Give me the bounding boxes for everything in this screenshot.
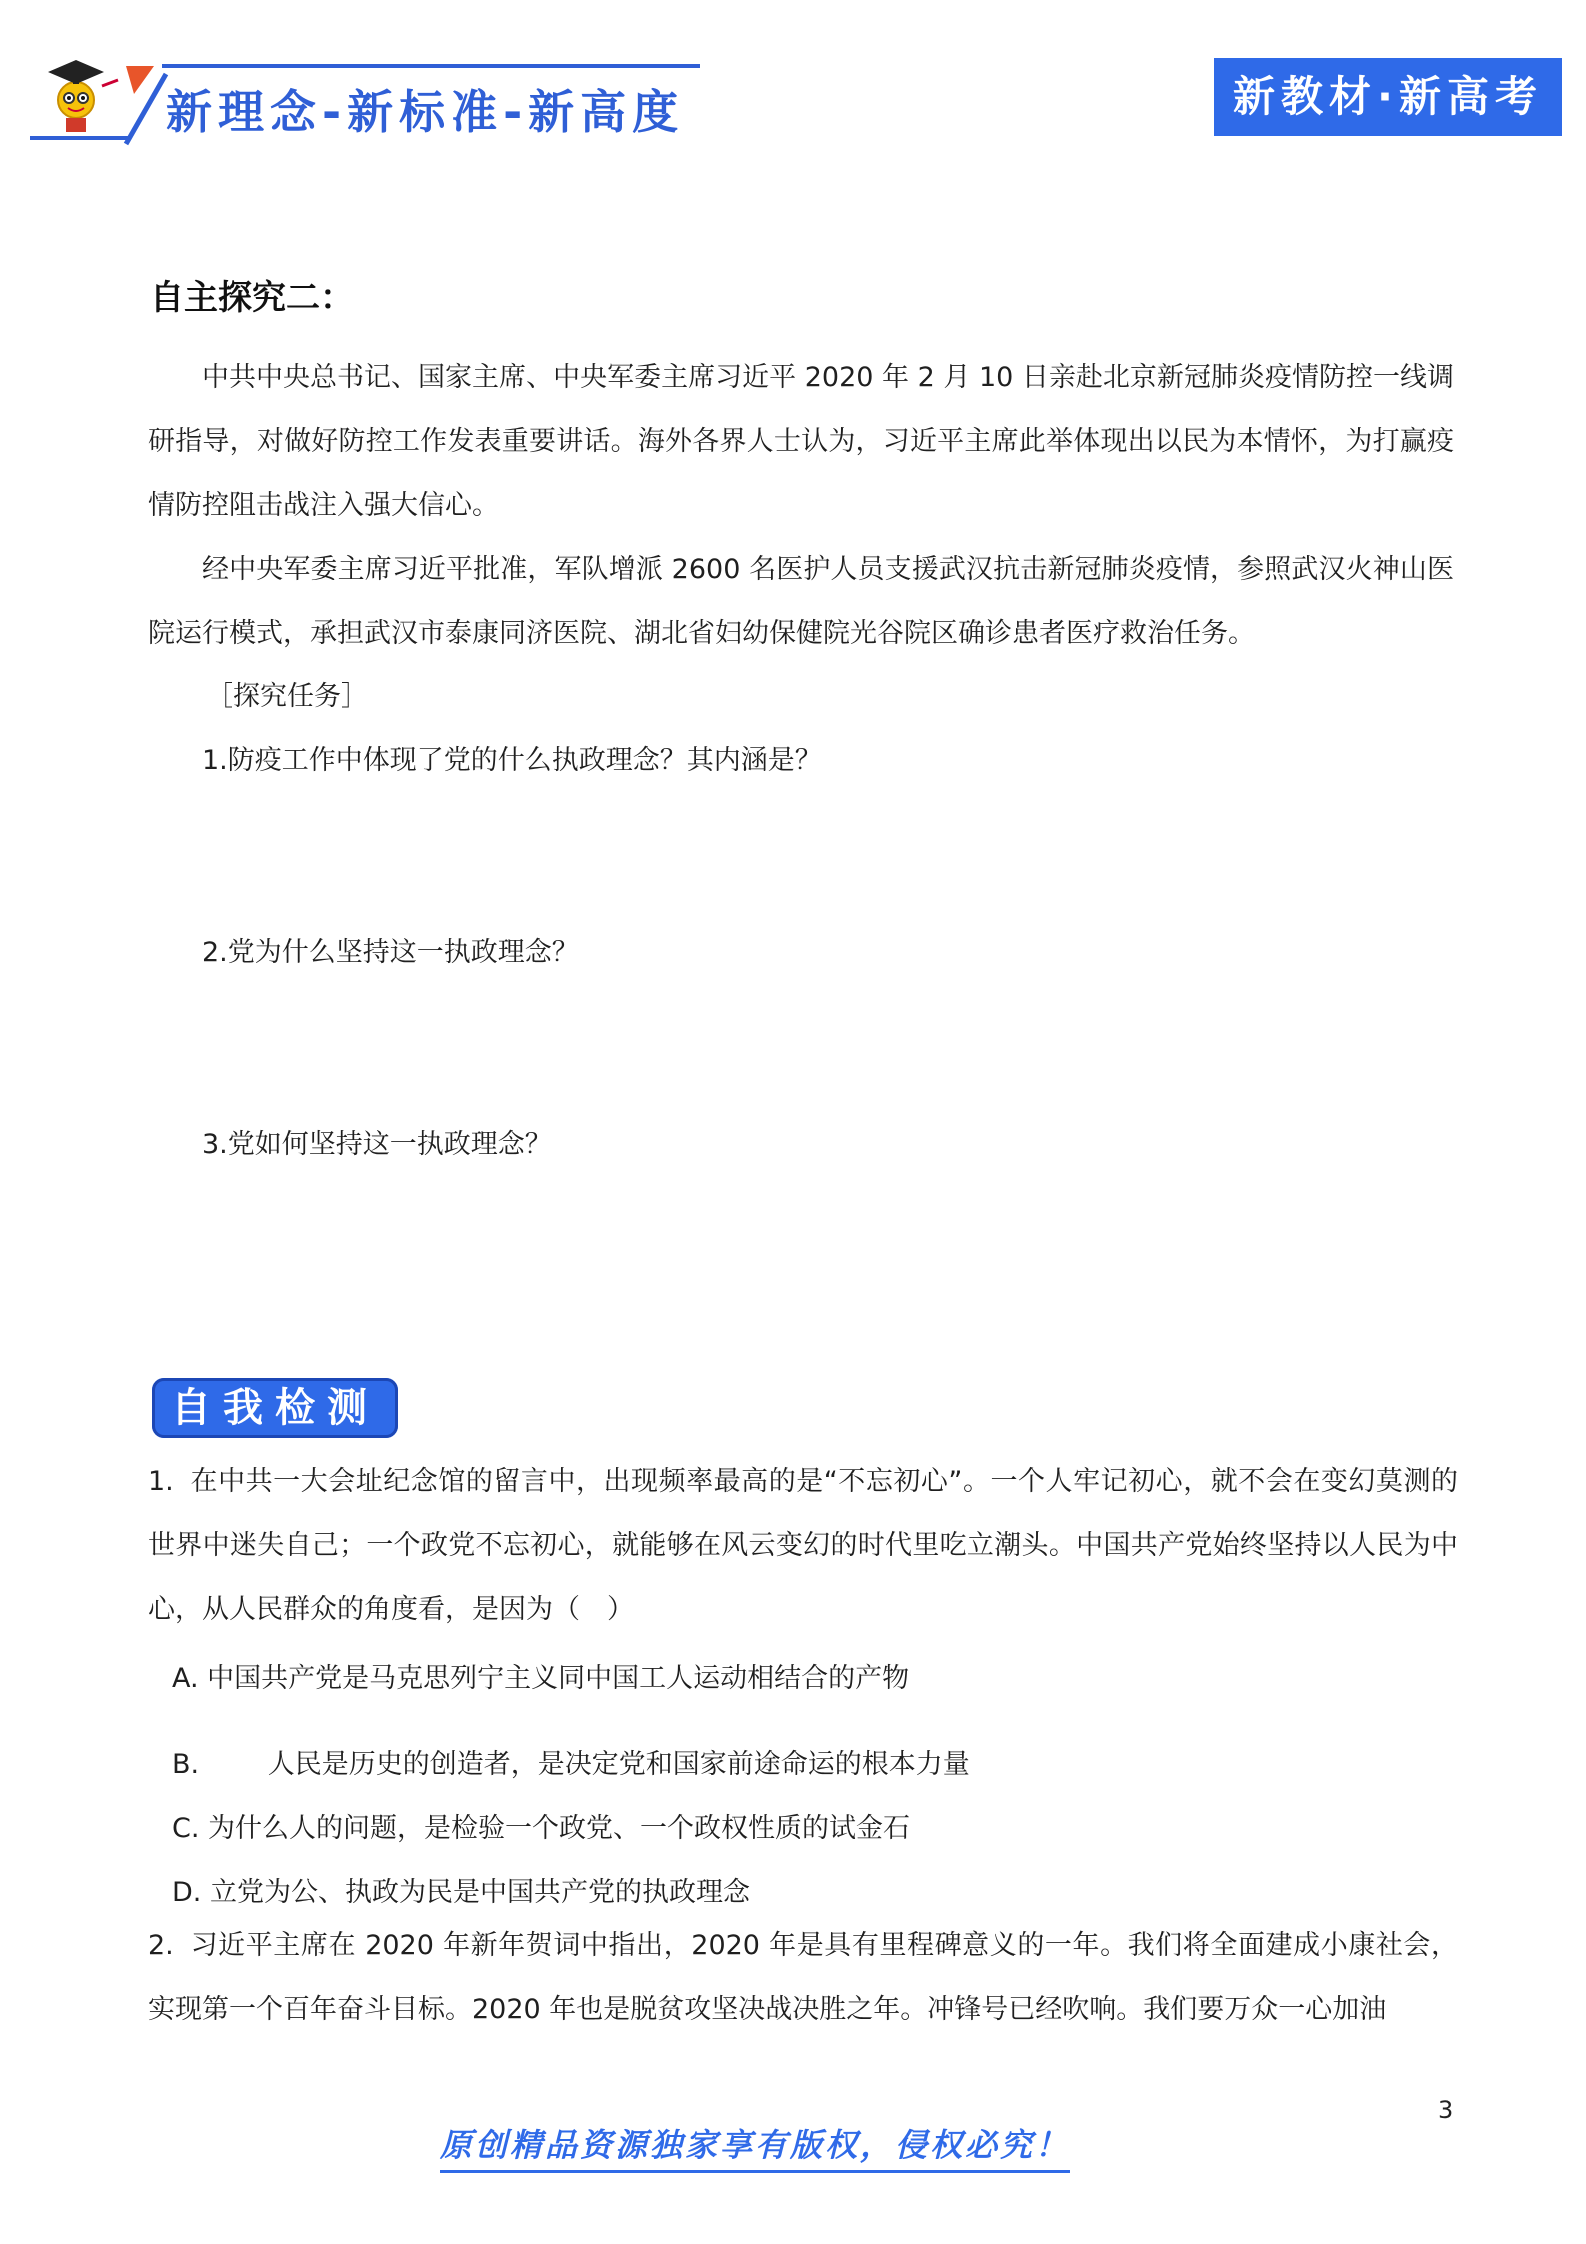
page-number: 3	[1438, 2096, 1454, 2124]
question-2-number: 2.	[148, 1930, 174, 1961]
footer-copyright: 原创精品资源独家享有版权，侵权必究！	[440, 2120, 1070, 2173]
option-b: B. 人民是历史的创造者，是决定党和国家前途命运的根本力量	[172, 1749, 970, 1780]
question-1-text: 在中共一大会址纪念馆的留言中，出现频率最高的是“不忘初心”。一个人牢记初心，就不会在变幻莫测的世界中迷失自己；一个政党不忘初心，就能够在风云变幻的时代里吃立潮头。中国共产党始终坚持以人民为中心，从人民群众的角度看，是因为（ ）	[148, 1466, 1458, 1625]
task-1: 1.防疫工作中体现了党的什么执政理念？其内涵是？	[202, 745, 822, 776]
option-c: C. 为什么人的问题，是检验一个政党、一个政权性质的试金石	[172, 1813, 911, 1844]
mascot-icon	[48, 60, 118, 132]
question-2	[148, 1914, 1458, 2042]
section-title: 自主探究二：	[150, 278, 354, 318]
header-slogan: 新理念-新标准-新高度	[166, 85, 685, 139]
task-2: 2.党为什么坚持这一执政理念？	[202, 937, 579, 968]
paragraph-1: 中共中央总书记、国家主席、中央军委主席习近平 2020 年 2 月 10 日亲赴北京新冠肺炎疫情防控一线调研指导，对做好防控工作发表重要讲话。海外各界人士认为，习近平主席此举体现出以民为本情怀，为打赢疫情防控阻击战注入强大信心。	[148, 362, 1454, 521]
option-d: D. 立党为公、执政为民是中国共产党的执政理念	[172, 1877, 750, 1908]
paragraph-2: 经中央军委主席习近平批准，军队增派 2600 名医护人员支援武汉抗击新冠肺炎疫情，参照武汉火神山医院运行模式，承担武汉市泰康同济医院、湖北省妇幼保健院光谷院区确诊患者医疗救治任务。	[148, 554, 1454, 649]
option-a: A. 中国共产党是马克思列宁主义同中国工人运动相结合的产物	[172, 1663, 910, 1694]
question-1-number: 1.	[148, 1466, 174, 1497]
header-brand-badge: 新教材·新高考	[1214, 58, 1562, 136]
task-3: 3.党如何坚持这一执政理念？	[202, 1129, 552, 1160]
self-check-badge: 自我检测	[152, 1378, 398, 1438]
question-1	[148, 1450, 1458, 1642]
task-label: ［探究任务］	[206, 681, 368, 712]
question-2-text: 习近平主席在 2020 年新年贺词中指出，2020 年是具有里程碑意义的一年。我们将全面建成小康社会，实现第一个百年奋斗目标。2020 年也是脱贫攻坚决战决胜之年。冲锋号已经吹响。我们要万众一心加油	[148, 1930, 1458, 2025]
